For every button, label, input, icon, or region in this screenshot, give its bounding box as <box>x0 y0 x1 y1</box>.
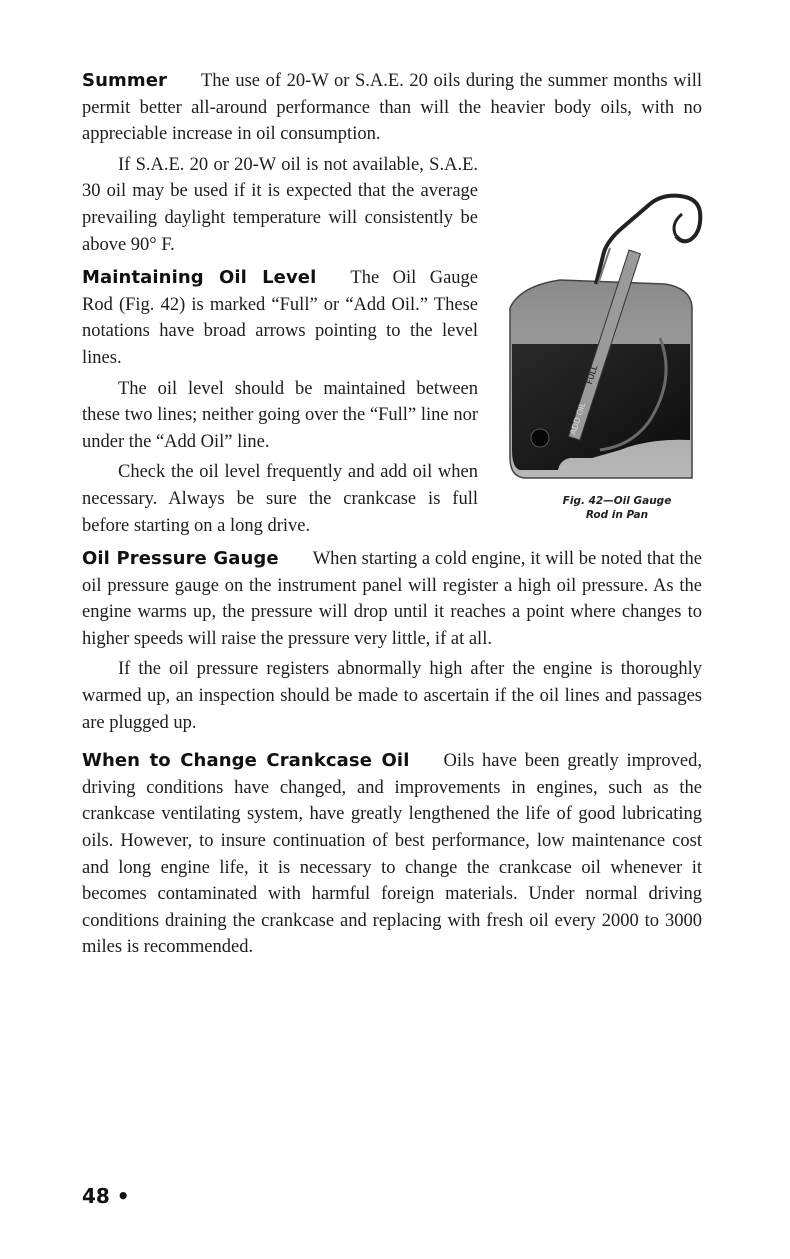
maintaining-paragraph-1: Maintaining Oil Level The Oil Gauge Rod (Fig. 42) is marked “Full” or “Add Oil.” These notations have broad arrows pointing to the level lines. <box>82 267 478 368</box>
figure-oil-gauge-rod <box>500 188 710 522</box>
summer-heading: Summer <box>82 70 167 91</box>
page-content <box>82 68 702 961</box>
pressure-paragraph-1: Oil Pressure Gauge When starting a cold engine, it will be noted that the oil pressure gauge on the instrument panel will register a high oil pressure. As the engine warms up, the pressure will drop until it reaches a point where changes to higher speeds will raise the pressure very little, if at all. <box>82 548 702 649</box>
maintaining-heading: Maintaining Oil Level <box>82 267 317 289</box>
summer-paragraph-1: Summer The use of 20-W or S.A.E. 20 oils during the summer months will permit better all-around performance than will the heavier body oils, with no appreciable increase in oil consumption. <box>82 70 702 145</box>
rod-label-add-oil: ADD OIL <box>568 401 588 436</box>
caption-line-2: Rod in Pan <box>585 508 649 521</box>
rod-label-full: FULL <box>584 363 600 386</box>
change-heading: When to Change Crankcase Oil <box>82 750 410 772</box>
pressure-heading: Oil Pressure Gauge <box>82 548 279 570</box>
oil-gauge-rod-illustration <box>500 188 710 488</box>
figure-caption <box>500 494 710 522</box>
pressure-paragraph-2: If the oil pressure registers abnormally high after the engine is thoroughly warmed up, an inspection should be made to ascertain if the oil lines and passages are plugged up. <box>82 659 702 733</box>
maintaining-paragraph-3: Check the oil level frequently and add oil when necessary. Always be sure the crankcase is full before starting on a long drive. <box>82 462 478 536</box>
page-number: 48 • <box>82 1184 130 1208</box>
summer-paragraph-2: If S.A.E. 20 or 20-W oil is not available, S.A.E. 30 oil may be used if it is expected that the average prevailing daylight temperature will consistently be above 90° F. <box>82 154 478 255</box>
maintaining-paragraph-2: The oil level should be maintained between these two lines; neither going over the “Full” line nor under the “Add Oil” line. <box>82 378 478 452</box>
caption-line-1: Fig. 42—Oil Gauge <box>562 494 672 507</box>
change-paragraph-1: When to Change Crankcase Oil Oils have been greatly improved, driving conditions have changed, and improvements in engines, such as the crankcase ventilating system, have greatly lengthened the life of good lubricating oils. However, to insure continuation of best performance, low maintenance cost and long engine life, it is necessary to change the crankcase oil whenever it becomes contaminated with harmful foreign materials. Under normal driving conditions draining the crankcase and replacing with fresh oil every 2000 to 3000 miles is recommended. <box>82 750 702 958</box>
